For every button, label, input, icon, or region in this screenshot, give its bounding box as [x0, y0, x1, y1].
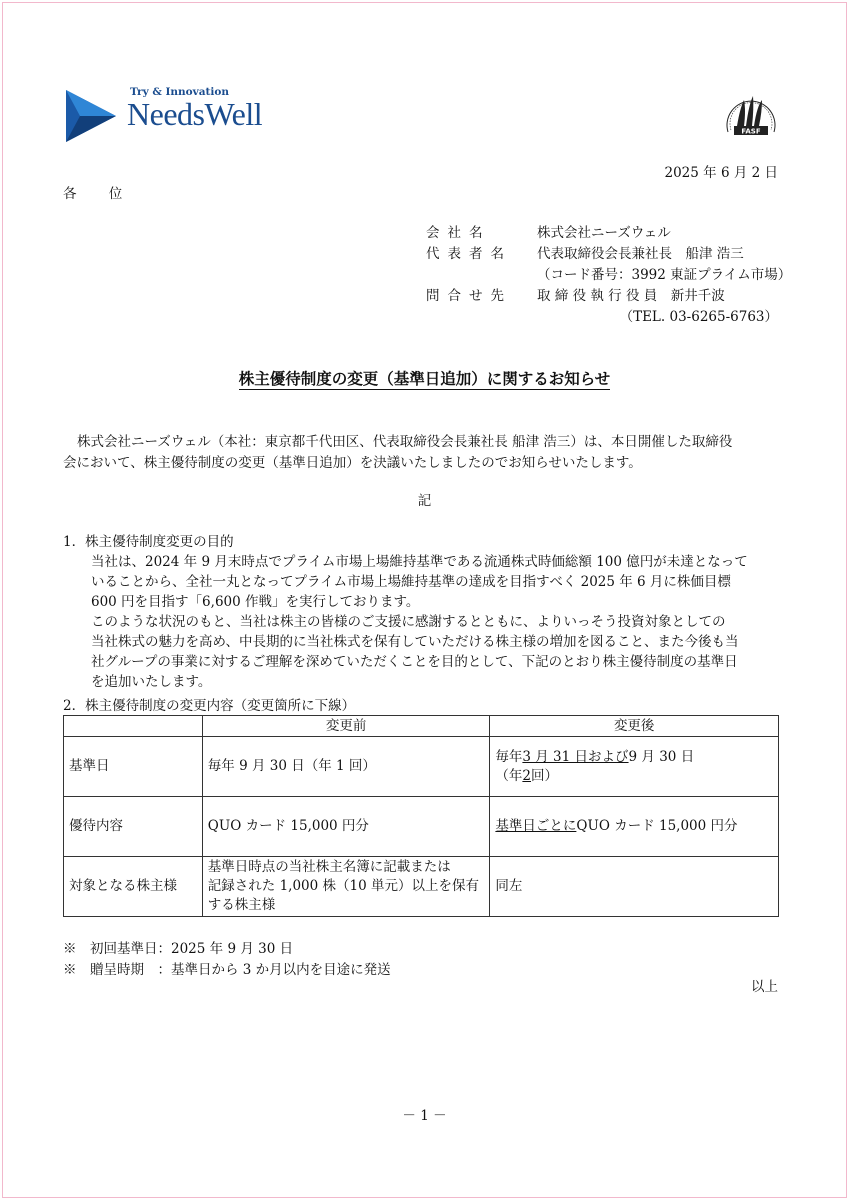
page-number: － 1 －: [402, 1108, 447, 1124]
document-title: [0, 367, 849, 389]
logo-wordmark: NeedsWell: [127, 96, 263, 132]
section1-line-5: 当社株式の魅力を高め、中長期的に当社株式を保有していただける株主様の増加を図ること、また今後も当: [91, 634, 739, 650]
row-label-benefit: 優待内容: [64, 797, 203, 857]
section1-line-6: 社グループの事業に対するご理解を深めていただくことを目的として、下記のとおり株主優待制度の基準日: [91, 654, 738, 670]
fasf-seal-icon: [722, 88, 780, 140]
table-row: [64, 737, 779, 797]
eligible-after: 同左: [490, 857, 779, 917]
table-row: [64, 797, 779, 857]
row-label-eligible: 対象となる株主様: [64, 857, 203, 917]
ki-marker: 記: [417, 493, 432, 509]
row-label-record-date: 基準日: [64, 737, 203, 797]
benefit-before: QUO カード 15,000 円分: [202, 797, 490, 857]
benefit-after: 基準日ごとにQUO カード 15,000 円分: [490, 797, 779, 857]
eligible-before-line-2: 記録された 1,000 株（10 単元）以上を保有: [207, 878, 479, 894]
table-header-before: 変更前: [202, 716, 490, 737]
issuer-tel: （TEL. 03-6265-6763）: [619, 309, 778, 325]
issuer-label-company: 会社名: [426, 225, 491, 241]
section2-heading: 2．株主優待制度の変更内容（変更箇所に下線）: [63, 698, 356, 714]
note-delivery-timing: ※ 贈呈時期 ：基準日から 3 か月以内を目途に発送: [63, 962, 391, 978]
issuer-code: （コード番号：3992 東証プライム市場）: [537, 267, 792, 283]
underlined-change: 基準日ごとに: [495, 818, 577, 834]
issuer-company: 株式会社ニーズウェル: [537, 225, 671, 241]
table-header-after: 変更後: [490, 716, 779, 737]
document-title-text: 株主優待制度の変更（基準日追加）に関するお知らせ: [238, 369, 611, 388]
issuer-contact: 取 締 役 執 行 役 員 新井千波: [537, 288, 725, 304]
underlined-change: 3 月 31 日および: [522, 748, 629, 765]
record-date-before: 毎年 9 月 30 日（年 1 回）: [202, 737, 490, 797]
logo-tagline: Try & Innovation: [130, 86, 230, 98]
record-date-after-line-1: 毎年3 月 31 日および9 月 30 日: [495, 748, 695, 765]
fasf-label: FASF: [741, 127, 761, 136]
record-date-after: [490, 737, 779, 797]
underlined-change: 2: [522, 767, 531, 784]
issuer-label-representative: 代表者名: [426, 246, 512, 262]
table-header-row: [64, 716, 779, 737]
section1-line-2: いることから、全社一丸となってプライム市場上場維持基準の達成を目指すべく 2025 年 6 月に株価目標: [91, 574, 731, 590]
closing-mark: 以上: [751, 979, 778, 995]
table-header-blank: [64, 716, 203, 737]
eligible-before-line-3: する株主様: [207, 897, 276, 913]
eligible-before-line-1: 基準日時点の当社株主名簿に記載または: [207, 859, 451, 875]
addressee: 各 位: [63, 186, 137, 202]
note-first-record-date: ※ 初回基準日：2025 年 9 月 30 日: [63, 941, 294, 957]
changes-table: [63, 715, 779, 917]
table-row: [64, 857, 779, 917]
record-date-after-line-2: （年2回）: [495, 767, 558, 784]
section1-line-4: このような状況のもと、当社は株主の皆様のご支援に感謝するとともに、よりいっそう投資対象としての: [91, 614, 726, 630]
needswell-logo-icon: [66, 90, 116, 142]
issuer-representative: 代表取締役会長兼社長 船津 浩三: [537, 246, 744, 262]
section1-line-3: 600 円を目指す「6,600 作戦」を実行しております。: [91, 594, 420, 610]
issuer-label-contact: 問合せ先: [426, 288, 512, 304]
section1-heading: 1．株主優待制度変更の目的: [63, 534, 234, 550]
intro-line-1: 株式会社ニーズウェル（本社：東京都千代田区、代表取締役会長兼社長 船津 浩三）は、本日開催した取締役: [77, 434, 733, 450]
section1-line-7: を追加いたします。: [91, 674, 212, 690]
eligible-before: [202, 857, 490, 917]
release-date: 2025 年 6 月 2 日: [664, 165, 778, 181]
intro-line-2: 会において、株主優待制度の変更（基準日追加）を決議いたしましたのでお知らせいたします。: [63, 455, 642, 471]
section1-line-1: 当社は、2024 年 9 月末時点でプライム市場上場維持基準である流通株式時価総額 100 億円が未達となって: [91, 554, 748, 570]
